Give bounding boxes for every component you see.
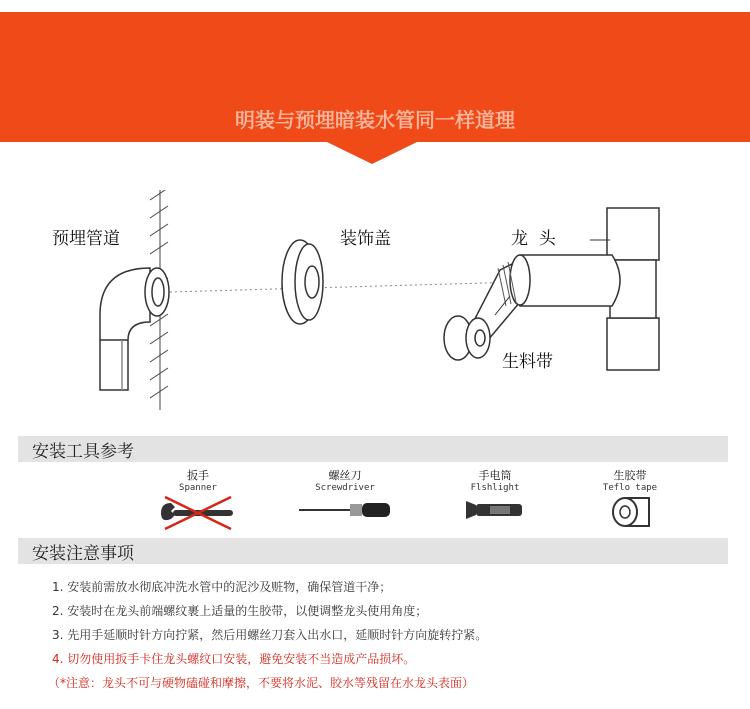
note-item-important: 4. 切勿使用扳手卡住龙头螺纹口安装，避免安装不当造成产品损坏。	[52, 652, 416, 666]
axis-line	[170, 282, 520, 292]
note-item: 1. 安装前需放水彻底冲洗水管中的泥沙及赃物，确保管道干净；	[52, 580, 392, 594]
banner-title: 明装与预埋暗装水管同一样道理	[235, 108, 515, 132]
label-cover: 装饰盖	[340, 229, 391, 249]
label-faucet: 龙 头	[511, 229, 556, 249]
tool-name: 生胶带	[613, 469, 647, 482]
tool-name-en: Flshlight	[470, 483, 520, 493]
tool-name: 扳手	[187, 469, 209, 482]
installation-diagram	[0, 190, 750, 410]
tool-name-en: Spanner	[179, 483, 217, 493]
tape-roll-icon	[605, 495, 655, 529]
label-teflon-tape: 生料带	[502, 352, 553, 372]
cover-icon	[282, 240, 323, 324]
embedded-pipe-icon	[100, 268, 169, 390]
tool-name: 手电筒	[478, 469, 512, 482]
tool-flashlight	[440, 467, 550, 525]
tool-teflon-tape	[575, 467, 685, 529]
note-item: 2. 安装时在龙头前端螺纹裹上适量的生胶带，以便调整龙头使用角度；	[52, 604, 428, 618]
diagram-illustration	[0, 190, 750, 410]
tool-screwdriver	[290, 467, 400, 525]
label-embedded-pipe: 预埋管道	[52, 229, 120, 249]
tools-section-title: 安装工具参考	[32, 442, 134, 462]
note-item: 3. 先用手延顺时针方向拧紧，然后用螺丝刀套入出水口，延顺时针方向旋转拧紧。	[52, 628, 488, 642]
note-warning: （*注意：龙头不可与硬物磕碰和摩擦，不要将水泥、胶水等残留在水龙头表面）	[48, 676, 475, 690]
tool-name: 螺丝刀	[328, 469, 362, 482]
spanner-icon	[153, 495, 243, 531]
tool-spanner	[143, 467, 253, 531]
down-arrow-icon	[327, 142, 417, 164]
notes-list	[48, 575, 488, 695]
tool-name-en: Screwdriver	[315, 483, 375, 493]
screwdriver-icon	[295, 495, 395, 525]
notes-section-title: 安装注意事项	[32, 544, 134, 564]
flashlight-icon	[460, 495, 530, 525]
tool-name-en: Teflo tape	[602, 483, 658, 493]
